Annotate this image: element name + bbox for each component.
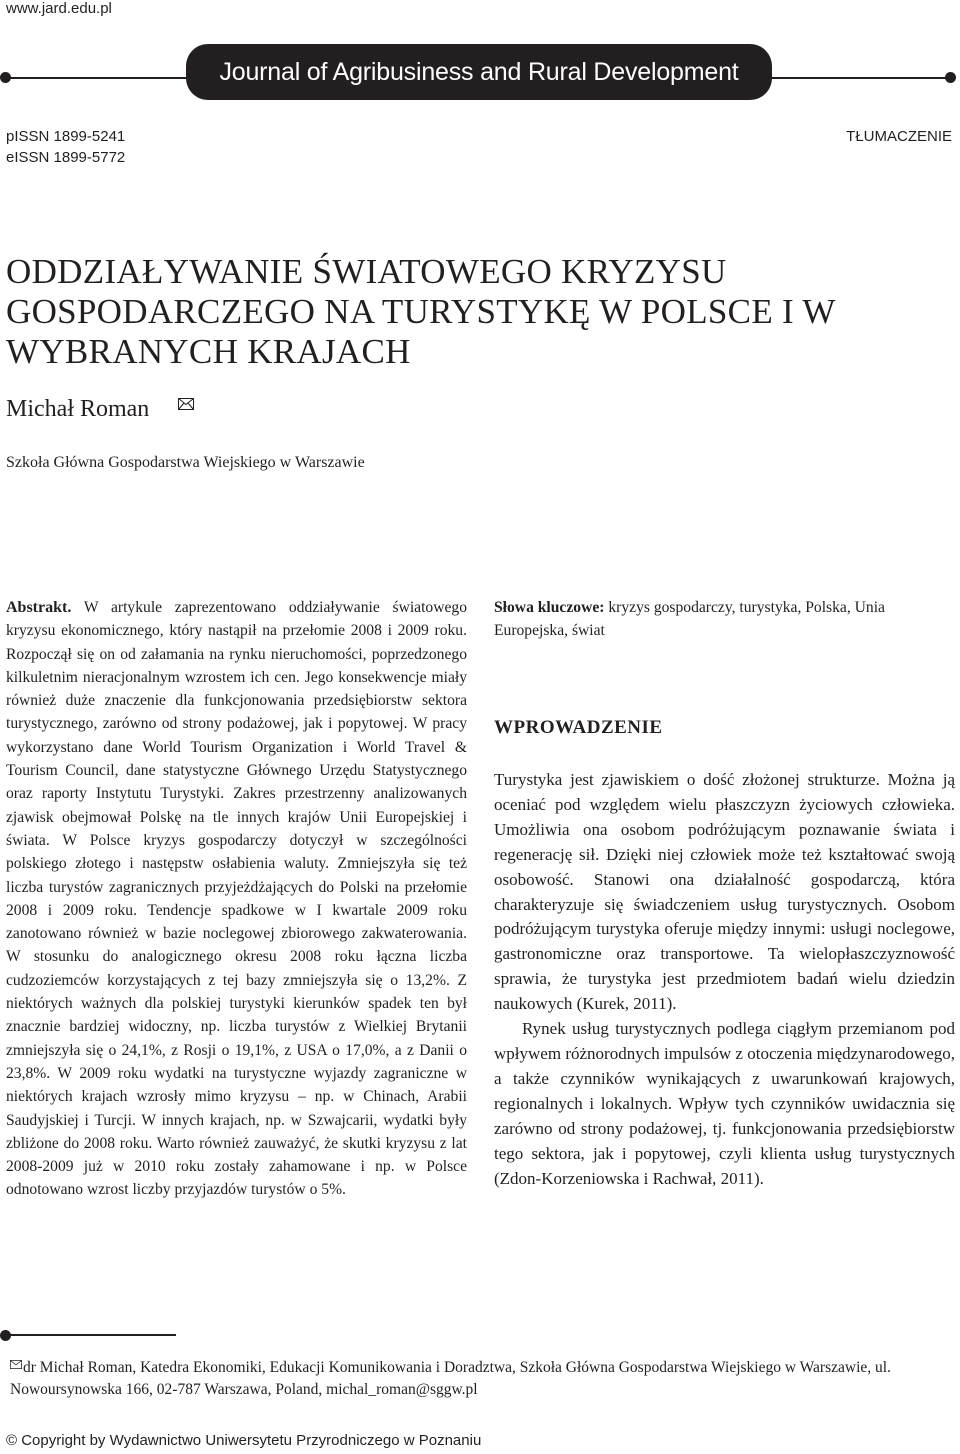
abstract-label: Abstrakt.: [6, 599, 72, 616]
footnote-text: dr Michał Roman, Katedra Ekonomiki, Edukacji Komunikowania i Doradztwa, Szkoła Główna Gospodarstwa Wiejskiego w Warszawie, ul. Nowoursynowska 166, 02-787 Warszawa, Poland, michal_roman@sggw.pl: [10, 1359, 891, 1398]
eissn: eISSN 1899-5772: [6, 149, 126, 166]
keywords-text: kryzys gospodarczy, turystyka, Polska, Unia Europejska, świat: [494, 599, 885, 639]
author-name: Michał Roman: [6, 396, 150, 422]
abstract: [6, 596, 467, 1202]
banner-rule-right: [770, 77, 950, 79]
envelope-icon: [10, 1360, 22, 1369]
footnote-rule: [6, 1334, 176, 1336]
author-affiliation: Szkoła Główna Gospodarstwa Wiejskiego w Warszawie: [6, 454, 365, 471]
section-heading-introduction: WPROWADZENIE: [494, 717, 663, 738]
introduction-paragraph: Turystyka jest zjawiskiem o dość złożonej strukturze. Można ją oceniać pod względem wielu płaszczyzn życiowych człowieka. Umożliwia ona osobom podróżującym poznawanie świata i regenerację sił. Dzięki niej człowiek może też kształtować swoją osobowość. Stanowi ona działalność gospodarczą, która charakteryzuje się świadczeniem usług turystycznych. Osobom podróżującym turystyka oferuje między innymi: usługi noclegowe, gastronomiczne oraz transportowe. Ta wielopłaszczyznowość sprawia, że turystyka jest przedmiotem badań wielu dziedzin naukowych (Kurek, 2011).: [494, 770, 955, 1014]
site-url[interactable]: www.jard.edu.pl: [6, 0, 112, 17]
envelope-icon: [178, 398, 194, 410]
article-title: ODDZIAŁYWANIE ŚWIATOWEGO KRYZYSU GOSPODARCZEGO NA TURYSTYKĘ W POLSCE I W WYBRANYCH KRAJACH: [6, 252, 836, 371]
pissn: pISSN 1899-5241: [6, 128, 126, 145]
banner-rule-left: [6, 77, 196, 79]
article-type-label: TŁUMACZENIE: [846, 128, 952, 145]
introduction-paragraph: Rynek usług turystycznych podlega ciągłym przemianom pod wpływem różnorodnych impulsów z otoczenia międzynarodowego, a także czynników wynikających z uwarunkowań krajowych, regionalnych i lokalnych. Wpływ tych czynników uwidacznia się zarówno od strony podażowej, tj. funkcjonowania przedsiębiorstw tego sektora, jak i popytowej, czyli klienta usług turystycznych (Zdon-Korzeniowska i Rachwał, 2011).: [494, 1019, 955, 1188]
journal-name-banner: [186, 44, 772, 100]
journal-name: Journal of Agribusiness and Rural Development: [219, 57, 739, 86]
keywords-label: Słowa kluczowe:: [494, 599, 605, 616]
introduction-body: [494, 768, 955, 1191]
footnote: [10, 1357, 955, 1401]
keywords: [494, 596, 955, 642]
copyright-notice: © Copyright by Wydawnictwo Uniwersytetu Przyrodniczego w Poznaniu: [6, 1432, 482, 1449]
banner-dot-right: [945, 72, 956, 83]
abstract-text: W artykule zaprezentowano oddziaływanie światowego kryzysu ekonomicznego, który nastąpił na przełomie 2008 i 2009 roku. Rozpoczął się on od załamania na rynku nieruchomości, poprzedzonego kilkuletnim nieracjonalnym wzrostem ich cen. Jego konsekwencje miały również duże znaczenie dla funkcjonowania przedsiębiorstw sektora turystycznego, zarówno od strony podażowej, jak i popytowej. W pracy wykorzystano dane World Tourism Organization i World Travel & Tourism Council, dane statystyczne Głównego Urzędu Statystycznego oraz raporty Instytutu Turystyki. Zakres przestrzenny analizowanych zjawisk obejmował Polskę na tle innych krajów Unii Europejskiej i świata. W Polsce kryzys gospodarczy dotyczył w szczególności polskiego złotego i następstw osłabienia waluty. Zmniejszyła się też liczba turystów zagranicznych przyjeżdżających do Polski na przełomie 2008 i 2009 roku. Tendencje spadkowe w I kwartale 2009 roku zanotowano również w bazie noclegowej zbiorowego zakwaterowania. W stosunku do analogicznego okresu 2008 roku łączna liczba cudzoziemców korzystających z tej bazy zmniejszyła się o 13,2%. Z niektórych ważnych dla polskiej turystyki kierunków spadek ten był znacznie bardziej widoczny, np. liczba turystów z Wielkiej Brytanii zmniejszyła się o 24,1%, z Rosji o 19,1%, z USA o 17,0%, a z Danii o 23,8%. W 2009 roku wydatki na turystyczne wyjazdy zagraniczne w niektórych krajach wzrosły mimo kryzysu – np. w Chinach, Arabii Saudyjskiej i Turcji. W innych krajach, np. w Szwajcarii, wydatki były zbliżone do 2008 roku. Warto również zauważyć, że skutki kryzysu z lat 2008-2009 już w 2010 roku zostały zahamowane i np. w Polsce odnotowano wzrost liczby przyjazdów turystów o 5%.: [6, 599, 467, 1199]
